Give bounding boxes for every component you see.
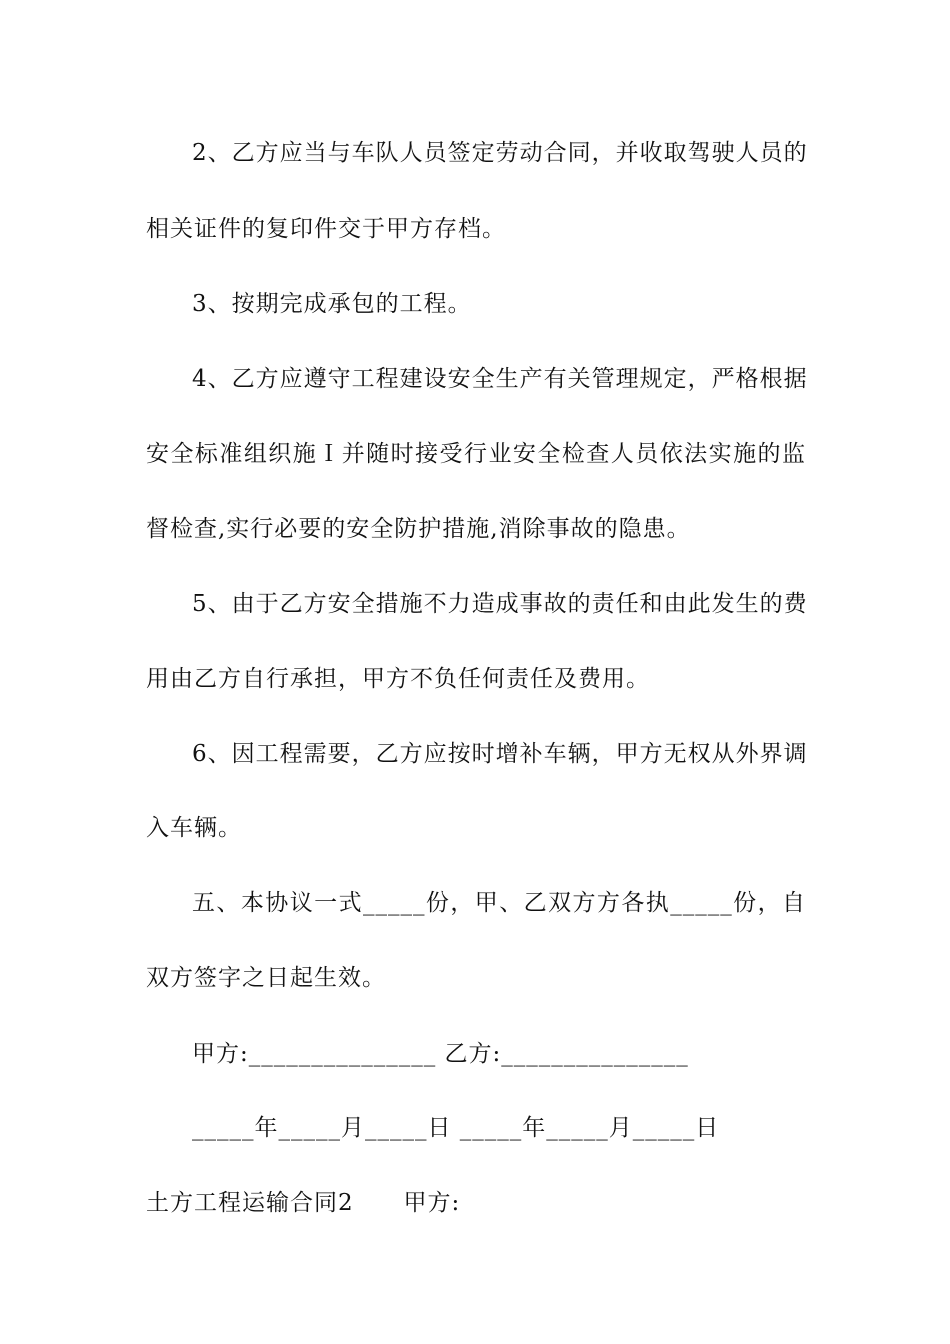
- clause-2-line-2: 相关证件的复印件交于甲方存档。: [146, 216, 506, 242]
- clause-5-line-1: 5、由于乙方安全措施不力造成事故的责任和由此发生的费: [192, 591, 808, 617]
- clause-6-line-1: 6、因工程需要，乙方应按时增补车辆，甲方无权从外界调: [192, 741, 808, 767]
- contract-heading-line: 土方工程运输合同2 甲方:: [146, 1190, 461, 1216]
- clause-4-line-3: 督检查,实行必要的安全防护措施,消除事故的隐患。: [146, 516, 691, 542]
- clause-4-line-2: 安全标准组织施Ｉ并随时接受行业安全检查人员依法实施的监: [146, 441, 806, 467]
- section-5-line-1: 五、本协议一式_____份，甲、乙双方方各执_____份，自: [192, 890, 806, 916]
- section-5-line-2: 双方签字之日起生效。: [146, 965, 386, 991]
- clause-2-line-1: 2、乙方应当与车队人员签定劳动合同，并收取驾驶人员的: [192, 140, 808, 166]
- signature-date-line: _____年_____月_____日 _____年_____月_____日: [192, 1115, 720, 1141]
- clause-6-line-2: 入车辆。: [146, 815, 242, 841]
- clause-5-line-2: 用由乙方自行承担，甲方不负任何责任及费用。: [146, 666, 650, 692]
- clause-4-line-1: 4、乙方应遵守工程建设安全生产有关管理规定，严格根据: [192, 366, 808, 392]
- clause-3-line: 3、按期完成承包的工程。: [192, 291, 472, 317]
- signature-parties-line: 甲方:_______________ 乙方:_______________: [192, 1041, 689, 1067]
